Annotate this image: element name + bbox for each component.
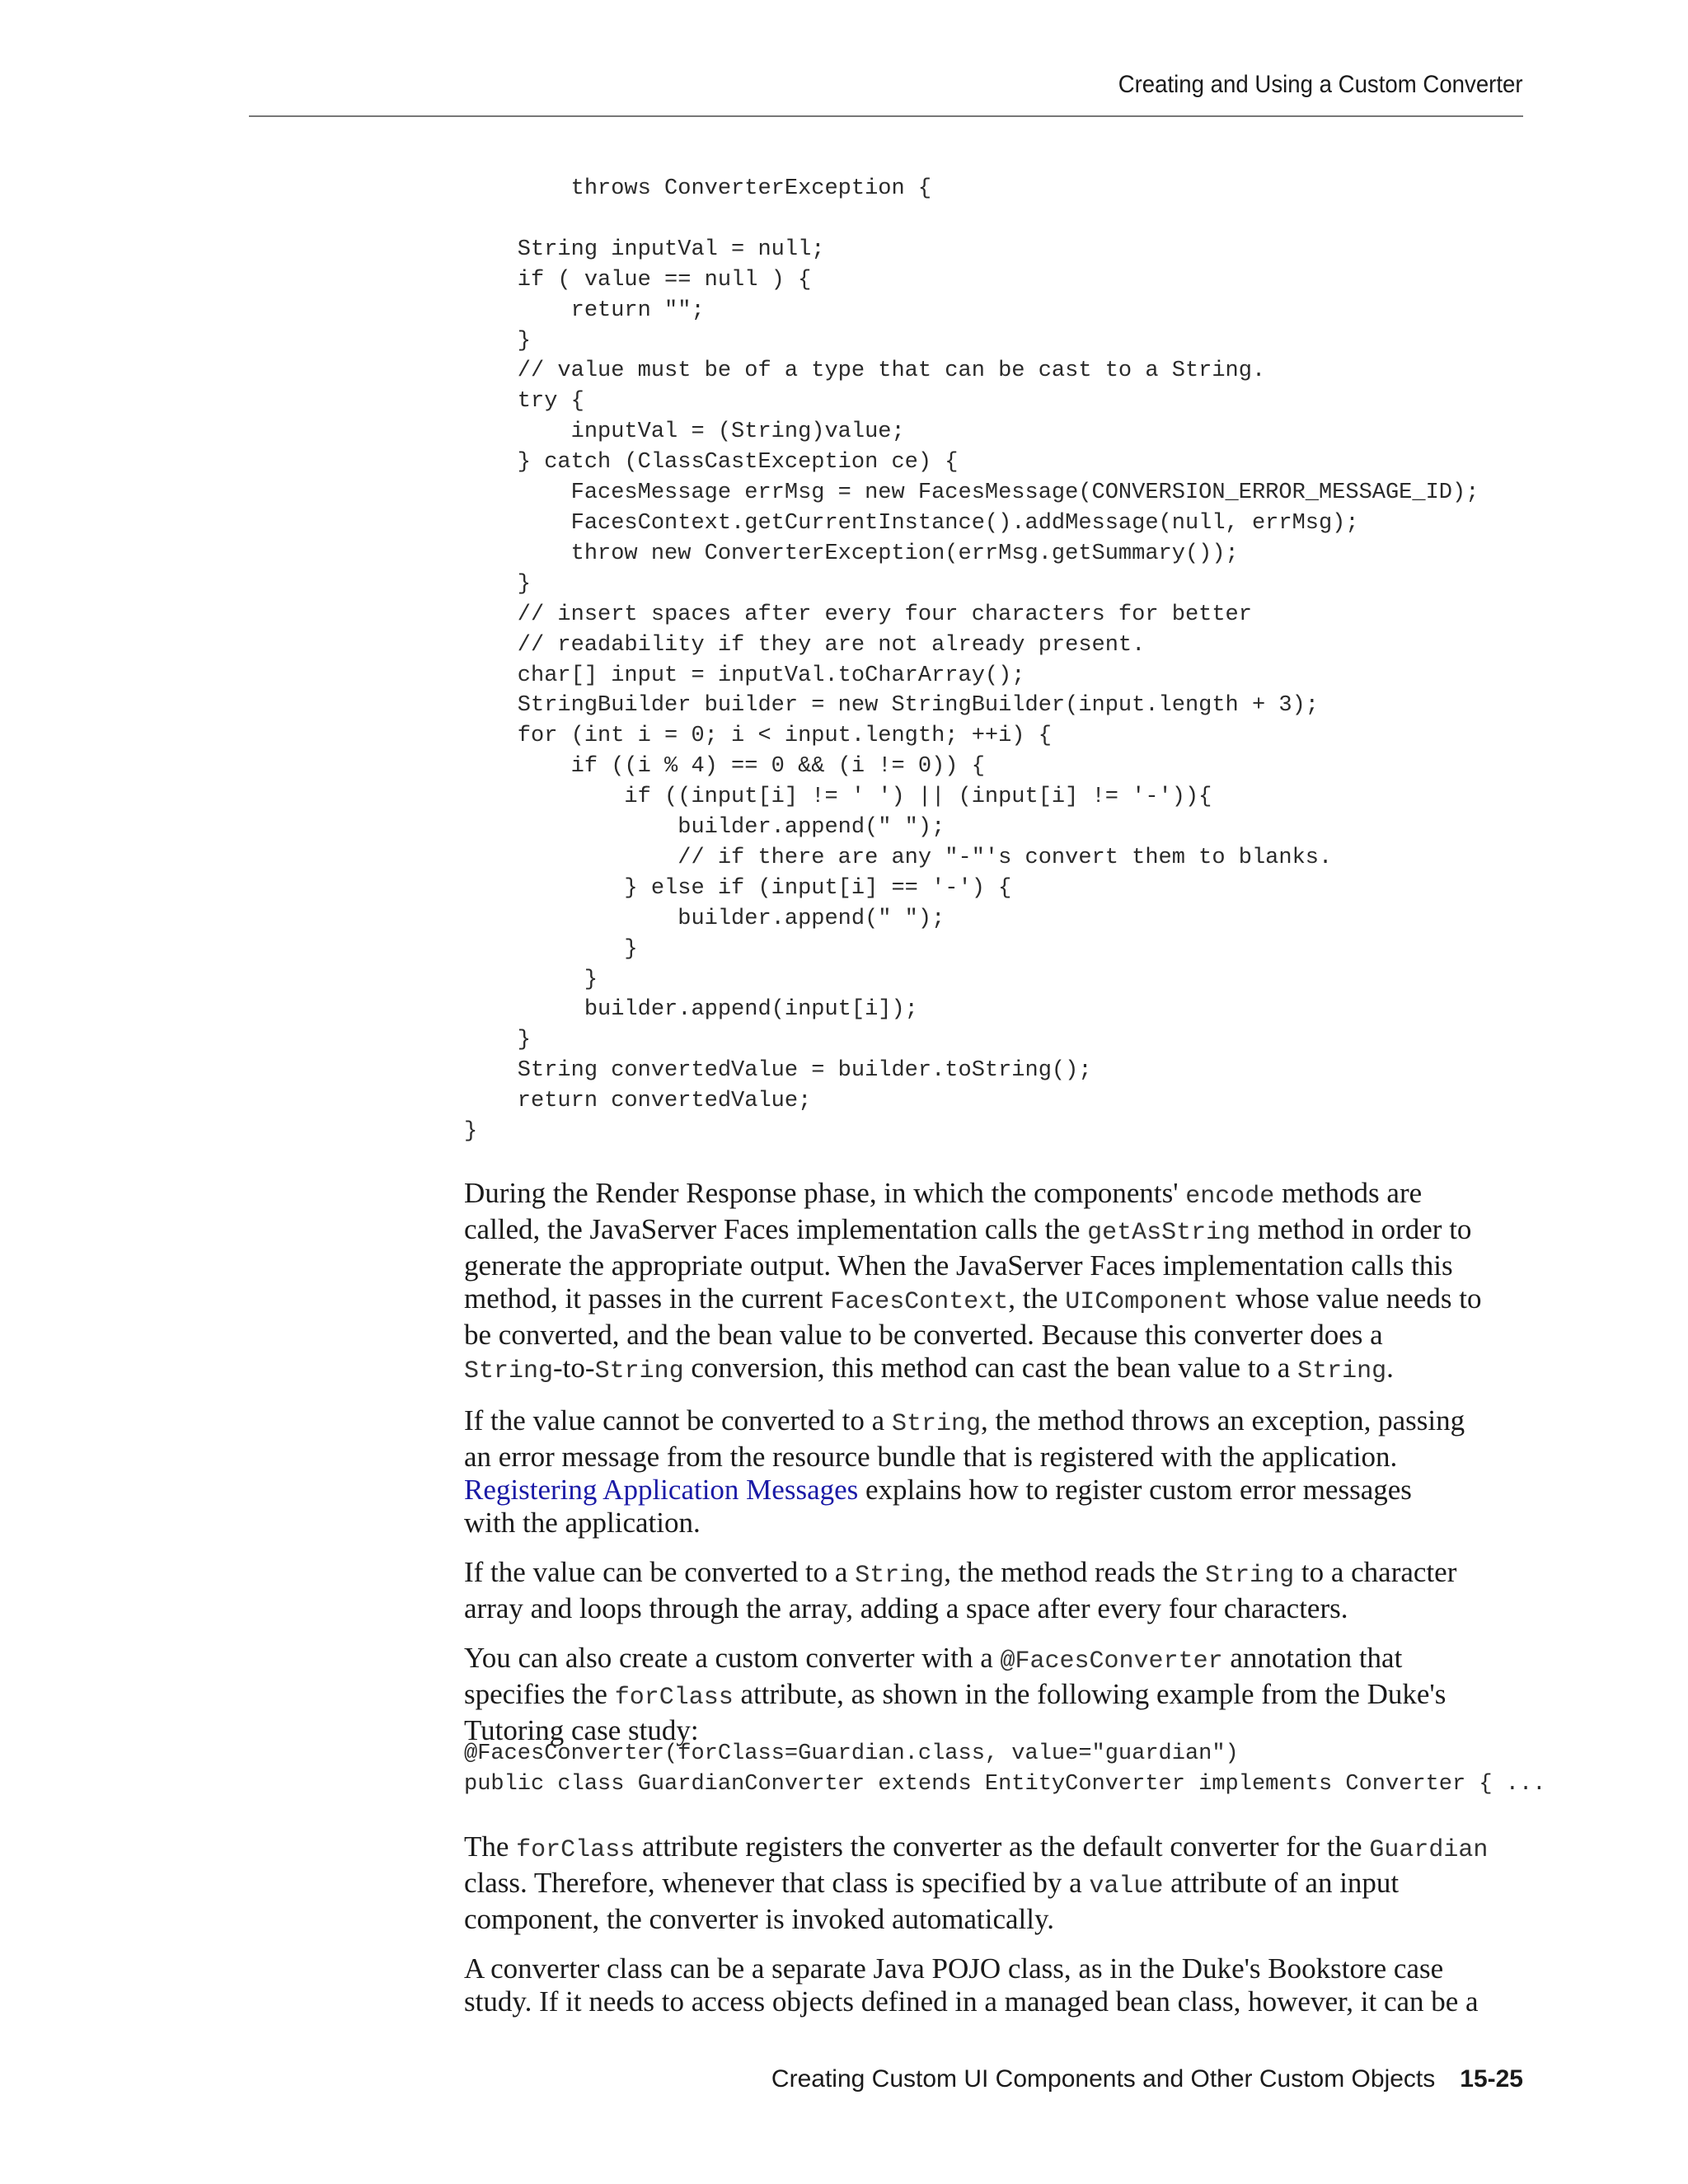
inline-code: Guardian bbox=[1369, 1836, 1489, 1864]
text: whose value needs to bbox=[1228, 1282, 1482, 1315]
text: If the value cannot be converted to a bbox=[464, 1404, 892, 1436]
text: During the Render Response phase, in which the components' bbox=[464, 1177, 1186, 1209]
inline-code: forClass bbox=[614, 1684, 734, 1712]
text: be converted, and the bean value to be converted. Because this converter does a bbox=[464, 1319, 1383, 1351]
paragraph-forclass-attribute bbox=[464, 1830, 1527, 1936]
text: to a character bbox=[1294, 1556, 1457, 1588]
inline-code: String bbox=[891, 1410, 981, 1438]
inline-code: forClass bbox=[516, 1836, 635, 1864]
text: array and loops through the array, adding a space after every four characters. bbox=[464, 1592, 1348, 1624]
inline-code: String bbox=[1205, 1562, 1295, 1590]
inline-code: String bbox=[855, 1562, 945, 1590]
inline-code: UIComponent bbox=[1065, 1288, 1229, 1316]
text: study. If it needs to access objects defined in a managed bean class, however, it can be a bbox=[464, 1985, 1479, 2018]
page-footer bbox=[771, 2065, 1523, 2093]
paragraph-spacer bbox=[464, 1388, 1527, 1404]
text: The bbox=[464, 1830, 517, 1863]
inline-code: FacesContext bbox=[830, 1288, 1009, 1316]
page-number: 15-25 bbox=[1460, 2065, 1523, 2093]
registering-messages-link[interactable]: Registering Application Messages bbox=[464, 1474, 859, 1506]
inline-code: getAsString bbox=[1087, 1219, 1251, 1247]
text: annotation that bbox=[1222, 1642, 1403, 1674]
text: explains how to register custom error messages bbox=[858, 1474, 1412, 1506]
body-section-2 bbox=[464, 1830, 1527, 2018]
text: A converter class can be a separate Java POJO class, as in the Duke's Bookstore case bbox=[464, 1952, 1444, 1985]
text: attribute registers the converter as the default converter for the bbox=[635, 1830, 1370, 1863]
inline-code: encode bbox=[1185, 1183, 1275, 1211]
inline-code: String bbox=[464, 1357, 554, 1385]
text: -to- bbox=[553, 1352, 595, 1384]
inline-code: @FacesConverter bbox=[1000, 1647, 1223, 1675]
text: If the value can be converted to a bbox=[464, 1556, 856, 1588]
header-divider bbox=[249, 115, 1523, 117]
text: specifies the bbox=[464, 1678, 615, 1710]
text: attribute of an input bbox=[1163, 1867, 1400, 1899]
paragraph-faces-converter-annotation bbox=[464, 1642, 1527, 1747]
paragraph-spacer bbox=[464, 1540, 1527, 1556]
text: called, the JavaServer Faces implementation calls the bbox=[464, 1213, 1088, 1245]
running-header: Creating and Using a Custom Converter bbox=[1118, 71, 1523, 98]
text: generate the appropriate output. When the JavaServer Faces implementation calls this bbox=[464, 1249, 1453, 1282]
text: class. Therefore, whenever that class is specified by a bbox=[464, 1867, 1090, 1899]
footer-chapter-title: Creating Custom UI Components and Other Custom Objects bbox=[771, 2065, 1436, 2093]
paragraph-conversion-error bbox=[464, 1404, 1527, 1540]
paragraph-conversion-success bbox=[464, 1556, 1527, 1625]
text: method in order to bbox=[1250, 1213, 1472, 1245]
text: . bbox=[1386, 1352, 1394, 1384]
text: with the application. bbox=[464, 1507, 701, 1539]
text: attribute, as shown in the following example from the Duke's bbox=[733, 1678, 1447, 1710]
text: , the method throws an exception, passing bbox=[980, 1404, 1465, 1436]
text: , the bbox=[1008, 1282, 1066, 1315]
text: Tutoring case study: bbox=[464, 1714, 699, 1746]
text: methods are bbox=[1274, 1177, 1423, 1209]
text: method, it passes in the current bbox=[464, 1282, 831, 1315]
inline-code: value bbox=[1089, 1872, 1164, 1900]
text: component, the converter is invoked automatically. bbox=[464, 1903, 1054, 1935]
paragraph-spacer bbox=[464, 1936, 1527, 1952]
paragraph-pojo-converter bbox=[464, 1952, 1527, 2018]
text: an error message from the resource bundle that is registered with the application. bbox=[464, 1441, 1398, 1473]
text: You can also create a custom converter with a bbox=[464, 1642, 1001, 1674]
code-example-guardian-converter: @FacesConverter(forClass=Guardian.class, value="guardian") public class GuardianConverter extends EntityConverter implements Converter { ... bbox=[464, 1741, 1546, 1797]
text: , the method reads the bbox=[944, 1556, 1206, 1588]
inline-code: String bbox=[1297, 1357, 1387, 1385]
code-listing-converter-method: throws ConverterException { String inputVal = null; if ( value == null ) { return ""; } // value must be of a type that can be cast to a String. try { inputVal = (String)value; } catch (ClassCastException ce) { FacesMessage errMsg = new FacesMessage(CONVERSION_ERROR_MESSAGE_ID); FacesContext.getCurrentInstance().addMessage(null, errMsg); throw new ConverterException(errMsg.getSummary()); } // insert spaces after every four characters for better // readability if they are not already present. char[] input = inputVal.toCharArray(); StringBuilder builder = new StringBuilder(input.length + 3); for (int i = 0; i < input.length; ++i) { if ((i % 4) == 0 && (i != 0)) { if ((input[i] != ' ') || (input[i] != '-')){ builder.append(" "); // if there are any "-"'s convert them to blanks. } else if (input[i] == '-') { builder.append(" "); } } builder.append(input[i]); } String convertedValue = builder.toString(); return convertedValue; } bbox=[464, 176, 1479, 1145]
text: conversion, this method can cast the bean value to a bbox=[683, 1352, 1298, 1384]
inline-code: String bbox=[594, 1357, 684, 1385]
paragraph-spacer bbox=[464, 1625, 1527, 1642]
paragraph-render-response bbox=[464, 1177, 1527, 1388]
body-section-1 bbox=[464, 1177, 1527, 1747]
